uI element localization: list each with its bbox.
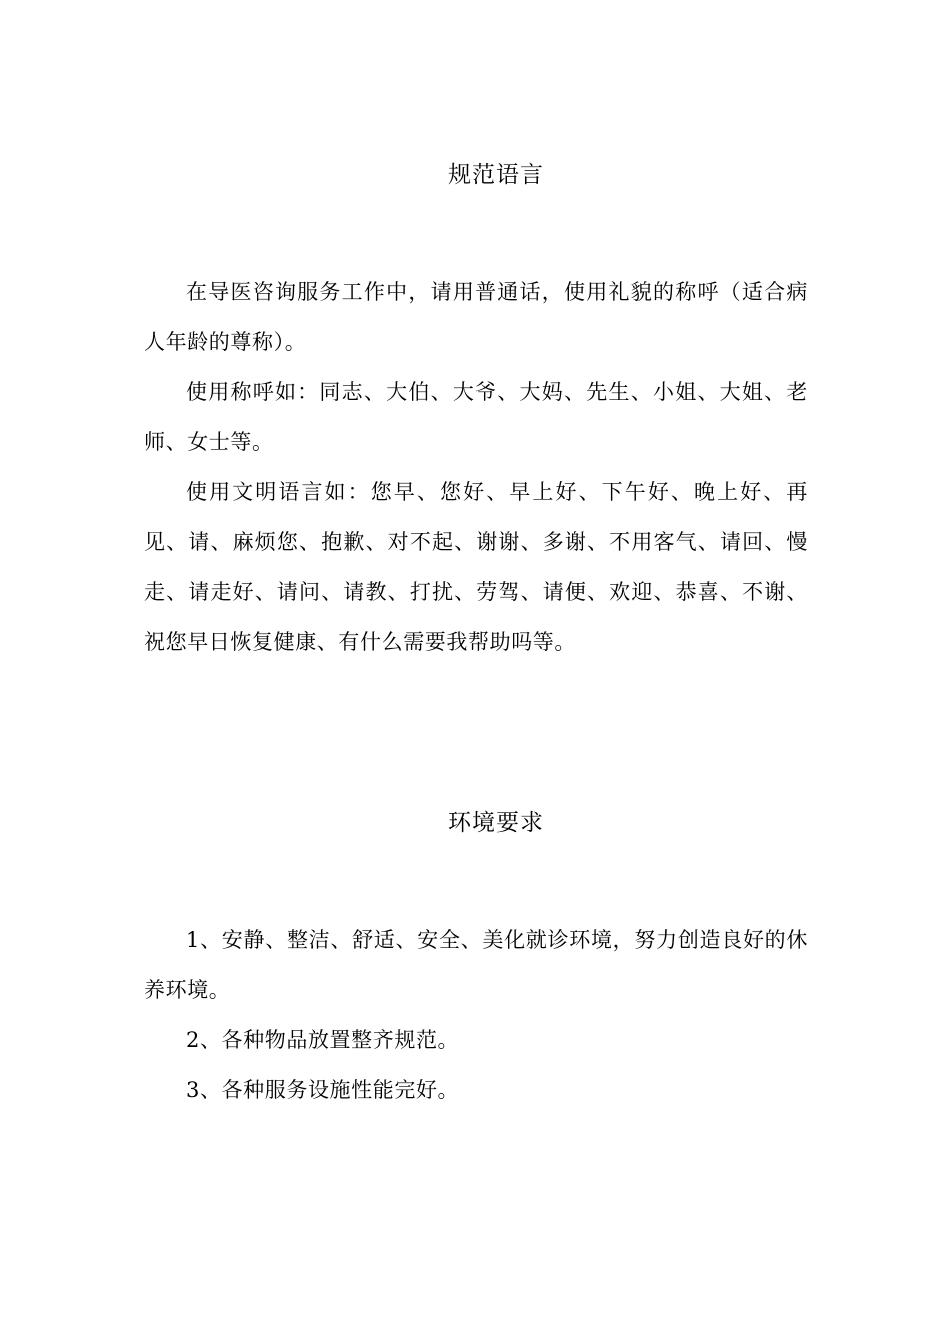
paragraph: 使用文明语言如：您早、您好、早上好、下午好、晚上好、再见、请、麻烦您、抱歉、对不起、谢谢、多谢、不用客气、请回、慢走、请走好、请问、请教、打扰、劳驾、请便、欢迎、恭喜、不谢、祝您早日恢复健康、有什么需要我帮助吗等。 <box>144 480 808 654</box>
list-item: 2、各种物品放置整齐规范。 <box>186 1028 460 1052</box>
paragraph: 使用称呼如：同志、大伯、大爷、大妈、先生、小姐、大姐、老师、女士等。 <box>144 380 808 454</box>
section-environment-requirements <box>144 808 808 1115</box>
list-item: 1、安静、整洁、舒适、安全、美化就诊环境，努力创造良好的休养环境。 <box>144 928 808 1002</box>
section-standard-language <box>144 160 808 667</box>
list-item: 3、各种服务设施性能完好。 <box>186 1078 460 1102</box>
section-title: 规范语言 <box>448 162 544 188</box>
section-title: 环境要求 <box>448 810 544 836</box>
paragraph: 在导医咨询服务工作中，请用普通话，使用礼貌的称呼（适合病人年龄的尊称）。 <box>144 280 808 354</box>
